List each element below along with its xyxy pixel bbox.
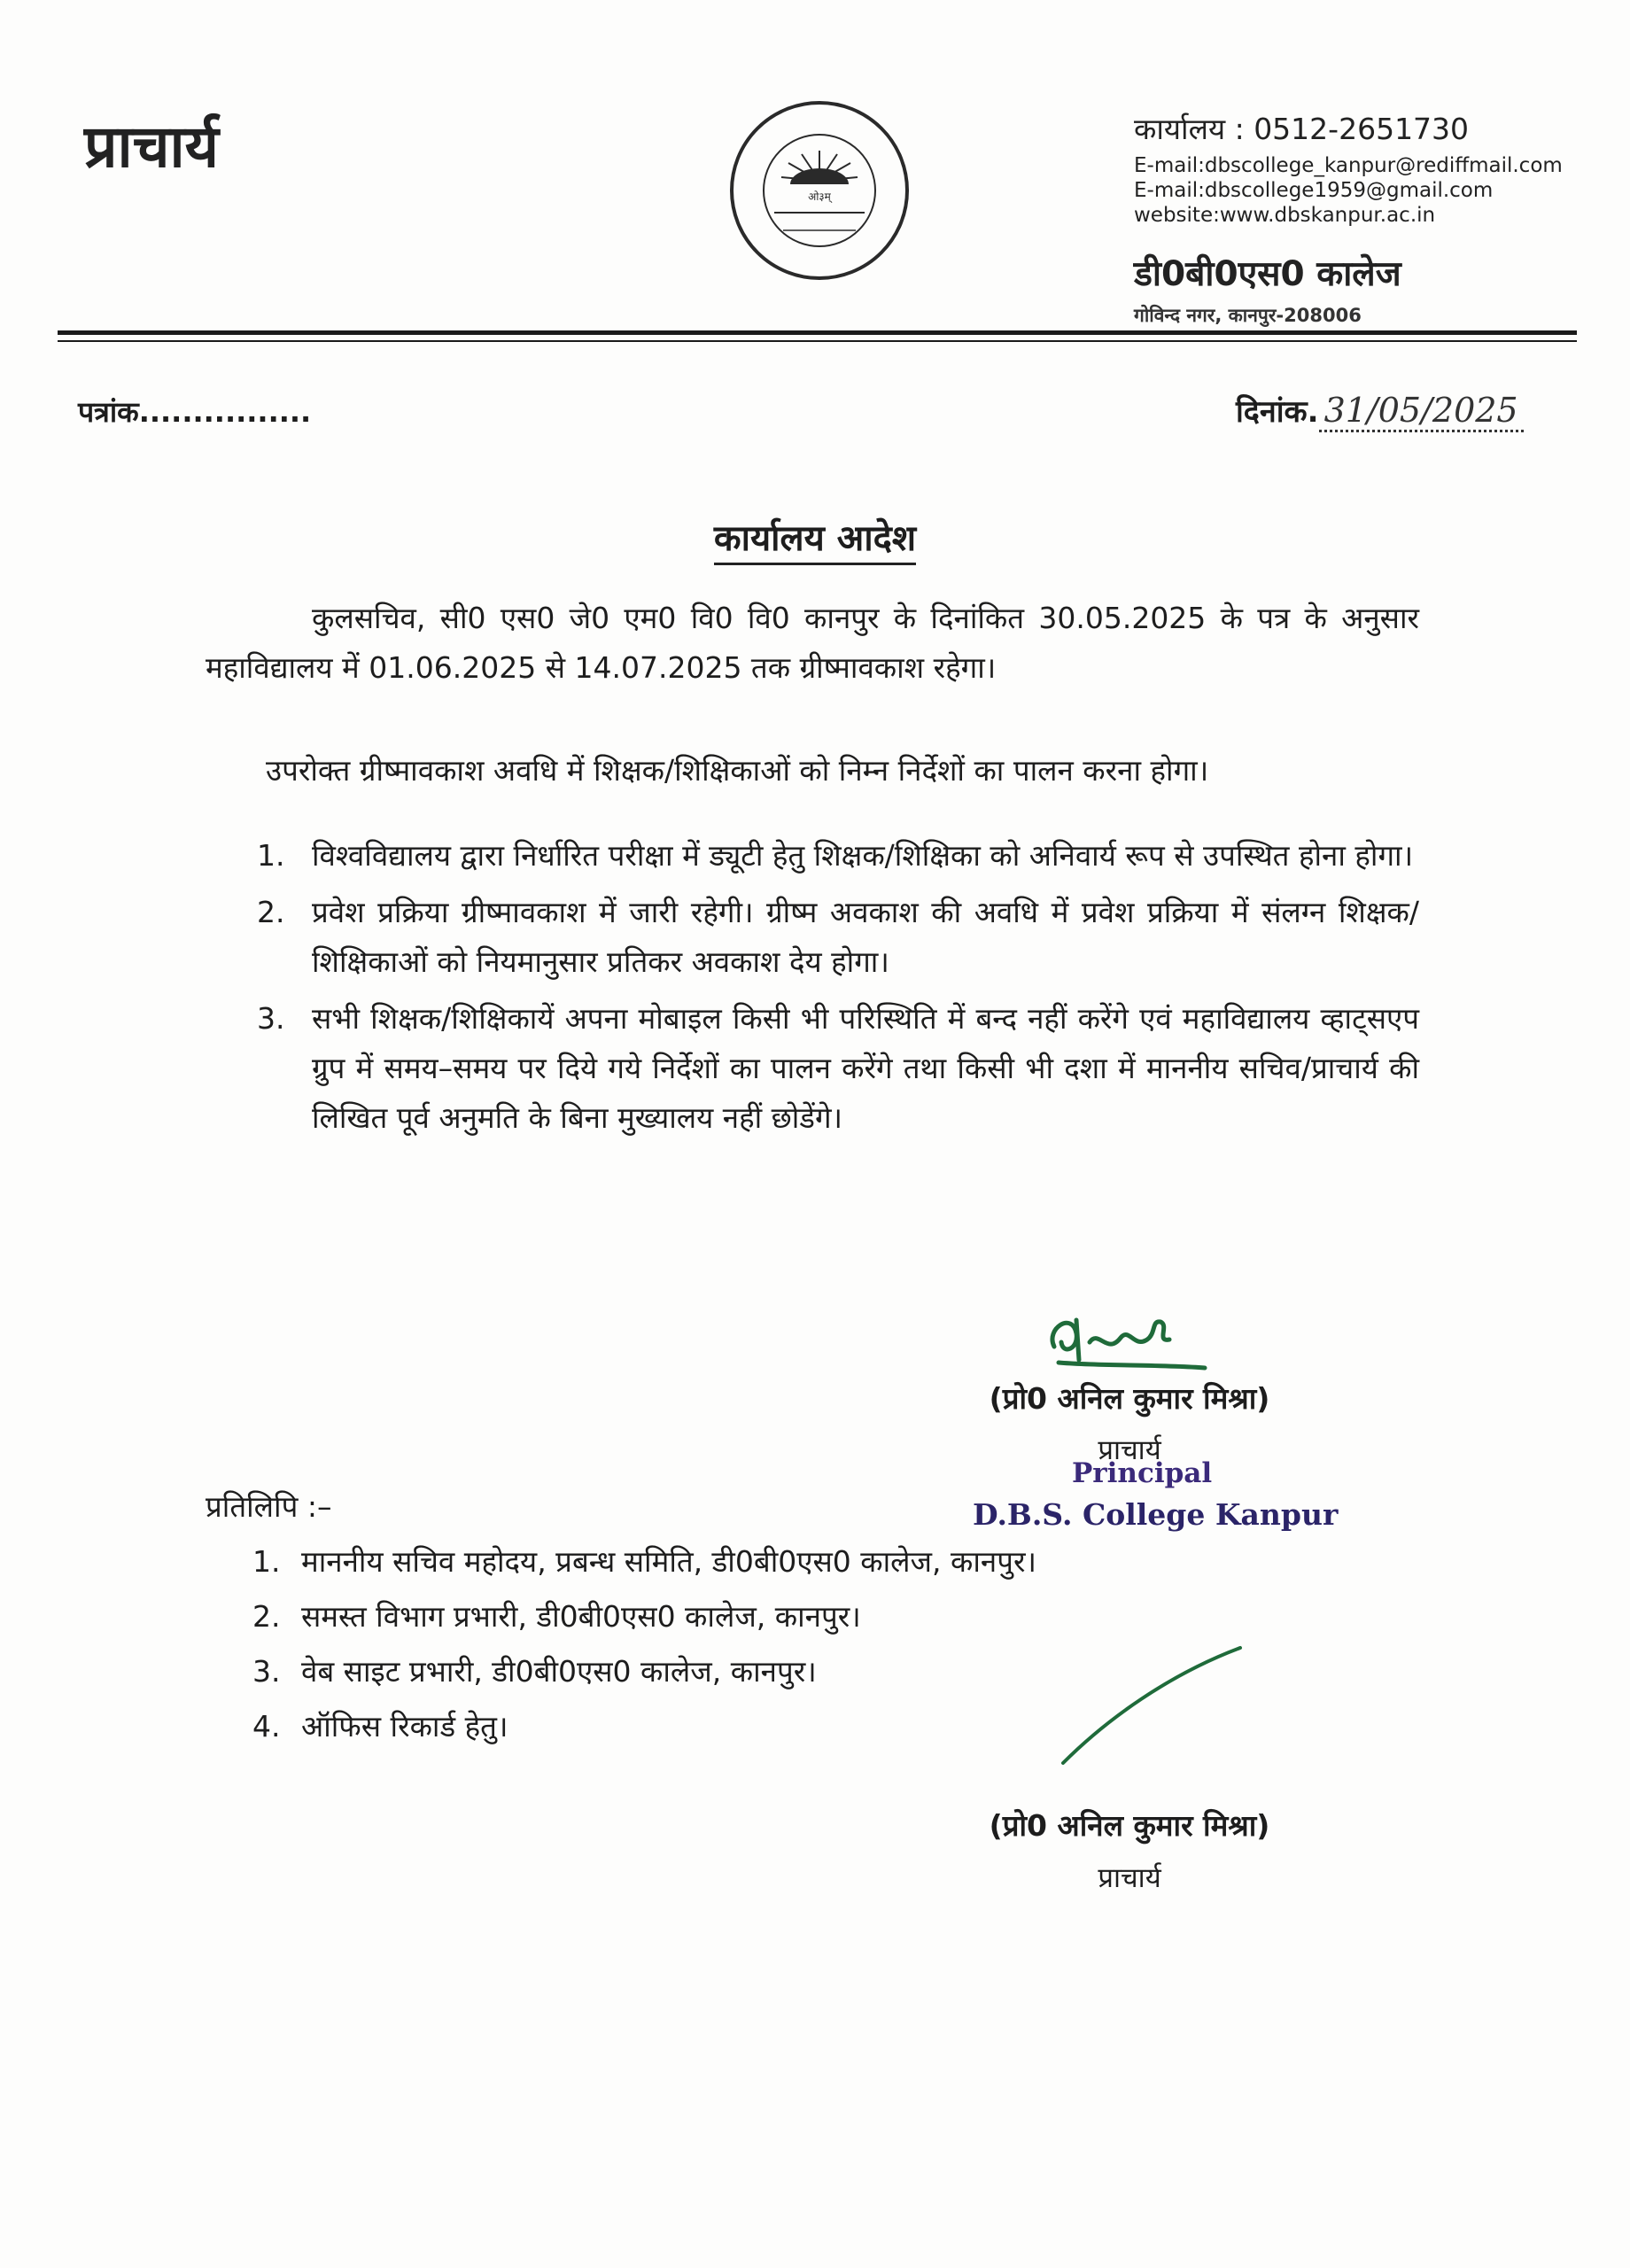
date-label: दिनांक. [1236, 394, 1319, 430]
order-heading-text: कार्यालय आदेश [714, 518, 916, 565]
list-text: माननीय सचिव महोदय, प्रबन्ध समिति, डी0बी0एस0 कालेज, कानपुर। [301, 1544, 1036, 1579]
reference-number: पत्रांक................ [78, 395, 312, 429]
signature-stroke [1054, 1639, 1249, 1772]
instruction-paragraph: उपरोक्त ग्रीष्मावकाश अवधि में शिक्षक/शिक्षिकाओं को निम्न निर्देशों का पालन करना होगा। [266, 753, 1209, 788]
list-text: ऑफिस रिकार्ड हेतु। [301, 1709, 508, 1744]
header-divider-thin [58, 340, 1577, 342]
signatory-name: (प्रो0 अनिल कुमार मिश्रा) [989, 1381, 1270, 1416]
office-phone: कार्यालय : 0512-2651730 [1134, 112, 1470, 146]
list-text: प्रवेश प्रक्रिया ग्रीष्मावकाश में जारी रहेगी। ग्रीष्म अवकाश की अवधि में प्रवेश प्रक्रिया में संलग्न शिक्षक/शिक्षिकाओं को नियमानुसार प्रतिकर अवकाश देय होगा। [312, 895, 1419, 979]
list-text: समस्त विभाग प्रभारी, डी0बी0एस0 कालेज, कानपुर। [301, 1599, 861, 1634]
list-text: वेब साइट प्रभारी, डी0बी0एस0 कालेज, कानपुर। [301, 1654, 817, 1689]
signatory-designation: प्राचार्य [1098, 1434, 1161, 1466]
contact-block [1134, 108, 1612, 328]
list-text: सभी शिक्षक/शिक्षिकायें अपना मोबाइल किसी भी परिस्थिति में बन्द नहीं करेंगे एवं महाविद्यालय व्हाट्सएप ग्रुप में समय–समय पर दिये गये निर्देशों का पालन करेंगे तथा किसी भी दशा में माननीय सचिव/प्राचार्य की लिखित पूर्व अनुमति के बिना मुख्यालय नहीं छोडेंगे। [312, 1001, 1419, 1135]
college-seal-icon [728, 99, 911, 282]
signatory-name-footer: (प्रो0 अनिल कुमार मिश्रा) [989, 1808, 1270, 1843]
principal-stamp-college: D.B.S. College Kanpur [973, 1497, 1339, 1532]
list-text: विश्वविद्यालय द्वारा निर्धारित परीक्षा में ड्यूटी हेतु शिक्षक/शिक्षिका को अनिवार्य रूप से उपस्थित होना होगा। [312, 838, 1414, 873]
email-secondary: E-mail:dbscollege1959@gmail.com [1134, 179, 1494, 202]
college-name: डी0बी0एस0 कालेज [1134, 254, 1401, 294]
signatory-designation-footer: प्राचार्य [1098, 1862, 1161, 1894]
order-heading [0, 512, 1630, 561]
svg-text:ओ३म्: ओ३म् [808, 190, 831, 203]
list-number: 4. [252, 1709, 281, 1744]
list-number: 2. [257, 895, 285, 929]
list-number: 1. [252, 1544, 281, 1579]
list-item [252, 1592, 1227, 1642]
list-item [252, 1537, 1227, 1587]
list-item [257, 888, 1419, 987]
intro-paragraph: कुलसचिव, सी0 एस0 जे0 एम0 वि0 वि0 कानपुर के दिनांकित 30.05.2025 के पत्र के अनुसार महाविद्यालय में 01.06.2025 से 14.07.2025 तक ग्रीष्मावकाश रहेगा। [206, 601, 1419, 685]
letterhead-title: प्राचार्य [84, 113, 219, 181]
list-number: 3. [252, 1654, 281, 1689]
email-primary: E-mail:dbscollege_kanpur@rediffmail.com [1134, 154, 1563, 177]
list-item [257, 831, 1419, 881]
list-number: 2. [252, 1599, 281, 1634]
date-value: 31/05/2025 [1319, 391, 1524, 432]
website: website:www.dbskanpur.ac.in [1134, 204, 1436, 227]
college-address: गोविन्द नगर, कानपुर-208006 [1134, 305, 1362, 326]
date-line [1236, 390, 1524, 431]
copy-label: प्रतिलिपि :– [206, 1489, 332, 1524]
header-divider-thick [58, 330, 1577, 335]
list-number: 1. [257, 838, 285, 873]
list-item [257, 994, 1419, 1143]
list-number: 3. [257, 1001, 285, 1036]
instruction-list [257, 831, 1419, 1150]
principal-stamp-title: Principal [1072, 1457, 1213, 1489]
signature-mark [1036, 1293, 1214, 1373]
